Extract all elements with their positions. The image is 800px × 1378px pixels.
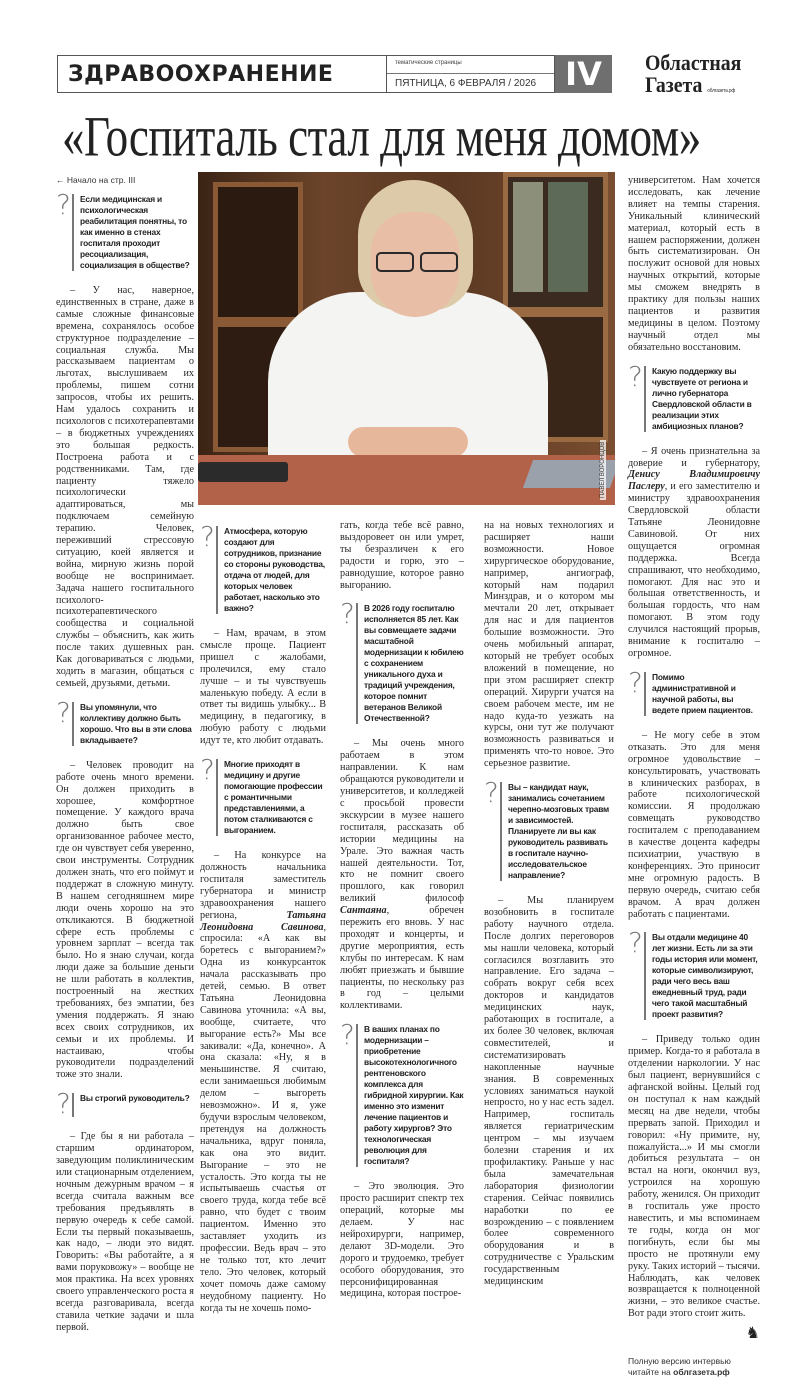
question-text: Какую поддержку вы чувствуете от региона и лично губернатора Свердловской области в реализации этих амбициозных планов?	[644, 366, 760, 432]
full-version-text: Полную версию интервью читайте на	[628, 1356, 731, 1378]
paragraph-text: – Не могу себе в этом отказать. Это для меня огромное удовольствие – консультировать, участвовать в клинических разборах, в работе психологической комиссии. Я продолжаю совмещать руководство госпиталем с преподаванием в качестве доцента кафедры психиатрии, участвую в конференциях. Это приносит мне огромную радость. В первую очередь, считаю себя врачом. А врач должен работать с пациентами.	[628, 729, 760, 920]
paragraph-text: – Нам, врачам, в этом смысле проще. Пациент пришел с жалобами, пролечился, ему стало лучше – и ты чувствуешь маленькую победу. А если в ответ ты видишь улыбку... В медицину, в педагогику, в любую работу с людьми идут те, кто любит отдавать.	[200, 628, 326, 747]
answer-paragraph	[340, 738, 464, 1012]
answer-paragraph	[628, 730, 760, 921]
question-text: Вы отдали медицине 40 лет жизни. Есть ли за эти годы история или момент, которые символизируют, ради чего весь ваш ежедневный труд, ради чего такой масштабный проект развития?	[644, 932, 760, 1020]
logo-site: облгазета.рф	[707, 88, 736, 94]
answer-paragraph-continued	[340, 520, 464, 591]
interview-question	[200, 520, 326, 614]
answer-paragraph	[200, 850, 326, 1314]
paragraph-text: университетом. Нам хочется исследовать, как лечение влияет на темпы старения. Уникальный клинический материал, который есть в нашем распоряжении, должен быть систематизирован. Он послужит основой для новых научных открытий, которые мы сможем внедрять в практику для пользы наших пациентов и развития медицины в целом. Поэтому научный отдел мы обязательно восстановим.	[628, 175, 760, 353]
paragraph-text: – У нас, наверное, единственных в стране, даже в самые сложные финансовые времена, сохранялось особое структурное подразделение – социальная служба. Мы рассказываем пациентам о льготах, выслушиваем их проблемы, пишем сотни запросов, чтобы их решить. Нам удалось сохранить и психологов с психотерапевтами – в бюджетных учреждениях это большая редкость. Построена работа и с родственниками. Там, где пациенту тяжело психологически адаптироваться, мы подключаем семейную терапию. Человек, переживший стрессовую ситуацию, коей является и война, мирную жизнь порой вообще не воспринимает. Задача нашего госпитального психолого-психотерапевтического сообщества и социальной службы – объяснить, как жить после таких душевных ран. Как договариваться с людьми, ходить в магазин, общаться с семьей, друзьями, детьми.	[56, 285, 194, 689]
answer-paragraph-continued	[484, 520, 614, 770]
question-mark-icon: ?	[200, 753, 215, 787]
thematic-pages-label: тематические страницы	[395, 60, 462, 66]
answer-paragraph-continued	[628, 175, 760, 354]
question-text: В 2026 году госпиталю исполняется 85 лет. Как вы совмещаете задачи масштабной модернизации к юбилею с сохранением уникального духа и традиций учреждения, которое помнит ветеранов Великой Отечественной?	[356, 603, 464, 724]
question-text: Вы строгий руководитель?	[72, 1093, 190, 1117]
question-mark-icon: ?	[628, 665, 643, 699]
article-column-2	[200, 522, 326, 1326]
question-text: Атмосфера, которую создают для сотрудников, признание со стороны руководства, отдача от людей, для которых человек работает, насколько это важно?	[216, 526, 326, 614]
question-text: Если медицинская и психологическая реабилитация понятны, то как именно в стенах госпиталя проходит ресоциализация, социализация в обществе?	[72, 194, 194, 271]
question-text: Вы упомянули, что коллективу должно быть хорошо. Что вы в эти слова вкладываете?	[72, 702, 194, 746]
section-name: ЗДРАВООХРАНЕНИЕ	[68, 62, 334, 87]
site-link[interactable]: облгазета.рф	[673, 1367, 730, 1378]
arrow-left-icon: ←	[56, 175, 67, 185]
article-column-5	[628, 175, 760, 1378]
question-text: Многие приходят в медицину и другие помогающие профессии с романтичными представлениями, а потом сталкиваются с выгоранием.	[216, 759, 326, 836]
interview-question	[628, 665, 760, 716]
paragraph-text: – Мы очень много работаем в этом направлении. К нам обращаются руководители и университетов, и колледжей с просьбой провести экскурсии в музее нашего госпиталя, рассказать об истории медицины на Урале. Это важная часть нашей деятельности. Тот, кто не помнит своего прошлого, как говорил великий философ	[340, 738, 464, 905]
person-name: Татьяна Леонидовна Савинова	[200, 909, 326, 933]
article-column-3	[340, 520, 464, 1312]
newspaper-logo[interactable]	[645, 52, 741, 96]
answer-paragraph	[484, 895, 614, 1288]
article-column-1	[56, 175, 194, 1346]
paragraph-text: – Мы планируем возобновить в госпитале работу научного отдела. После долгих переговоров мы нашли человека, который согласился возглавить это направление. Его задача – собрать вокруг себя всех докторов и кандидатов медицинских наук, работающих в госпитале, а их более 30 человек, включая совместителей, и систематизировать накопленные научные знания. В современных условиях заниматься наукой непросто, но у нас есть задел. Например, госпиталь является гериатрическим центром – мы изучаем болезни старения и их профилактику. Раньше у нас была замечательная лаборатория физиологии старения. Сейчас появились наработки по ее возрождению – с появлением более современного оборудования и в сотрудничестве с Уральским государственным медицинским	[484, 895, 614, 1288]
person-name: Денису Владимировичу Паслеру	[628, 469, 760, 493]
paragraph-text: – Я очень признательна за доверие и губернатору,	[628, 445, 760, 469]
answer-paragraph	[56, 285, 194, 690]
person-name: Сантаяна	[340, 905, 387, 917]
question-text: Помимо административной и научной работы, вы ведете прием пациентов.	[644, 672, 760, 716]
answer-paragraph	[200, 628, 326, 747]
question-mark-icon: ?	[56, 188, 71, 221]
question-mark-icon: ?	[628, 926, 643, 960]
interview-question	[484, 776, 614, 881]
question-mark-icon: ?	[340, 1018, 355, 1052]
end-mark-icon: ♞	[745, 1325, 760, 1343]
question-mark-icon: ?	[484, 776, 499, 810]
logo-line-1: Областная	[645, 50, 742, 75]
interview-question	[56, 695, 194, 746]
paragraph-text: – Где бы я ни работала – старшим ординатором, заведующим поликлиническим или стационарным отделением, ночным дежурным врачом – я всегда считала важным все требования предъявлять в первую очередь к себе самой. Если ты первый показываешь, как надо, – люди это видят. Говорить: «Вы работайте, а я вами поруковожу» – вообще не моя практика. На всех уровнях своего управленческого роста я всегда разговаривала, всегда ставила четкие задачи и шла первой.	[56, 1131, 194, 1333]
full-version-note	[628, 1356, 760, 1378]
continued-from-link[interactable]	[56, 175, 194, 185]
question-mark-icon: ?	[340, 597, 355, 631]
answer-paragraph	[56, 760, 194, 1081]
paragraph-text: – Человек проводит на работе очень много времени. Он должен приходить в хорошее, комфортное помещение. У каждого врача должно быть свое организованное рабочее место, где он чувствует себя уверенно, свои инструменты. Сотрудник должен знать, что его поймут и поддержат в сложную минуту. В нашем сегодняшнем мире люди очень хорошо на это откликаются. В бюджетной сфере есть проблемы с уровнем зарплат – всегда так было. Но я знаю случаи, когда люди даже за большие деньги не шли работать в коллектив, построенный на жестких требованиях, без эмпатии, без умения поддержать. Я знаю всех своих сотрудников, их семьи и их проблемы. И настаиваю, чтобы руководители подразделений тоже это знали.	[56, 759, 194, 1081]
article-title: «Госпиталь стал для меня домом»	[62, 104, 701, 168]
interview-question	[200, 753, 326, 836]
interview-question	[340, 1018, 464, 1167]
logo-line-2: Газета	[645, 72, 703, 97]
portrait-photo	[198, 172, 615, 505]
answer-paragraph	[56, 1131, 194, 1333]
photo-credit: ПАВЕЛ ВОРОНЦОВ	[600, 441, 606, 498]
interview-question	[628, 926, 760, 1020]
paragraph-text: гать, когда тебе всё равно, выздоровеет он или умрет, ты безразличен к его радости и горю, это – равнодушие, которое равно выгоранию.	[340, 520, 464, 591]
question-mark-icon: ?	[56, 695, 71, 729]
question-mark-icon: ?	[200, 520, 215, 553]
paragraph-text: – Это эволюция. Это просто расширит спектр тех операций, которые мы делаем. У нас нейрохирурги, например, делают 3D-модели. Это дорого и трудоемко, требует особого оборудования, это персонифицированная медицина, которая построе-	[340, 1181, 464, 1300]
paragraph-text: – Приведу только один пример. Когда-то я работала в отделении наркологии. У нас был пациент, вернувшийся с афганской войны. Целый год он поступал к нам каждый месяц на две недели, чтобы прервать запой. Приходил и говорил: «Ну примите, ну, пожалуйста...» И мы смогли добиться результата – он встал на ноги, окончил вуз, устроился на хорошую работу, женился. Он приходит в госпиталь уже просто навестить, и мы вспоминаем те годы, когда он мог погибнуть, если бы мы просто не протянули ему руку. Таких историй – тысячи. Наблюдать, как человек возвращается к полноценной жизни, – это великое счастье. Вот ради этого стоит жить.	[628, 1034, 760, 1320]
answer-paragraph	[628, 1034, 760, 1320]
paragraph-text: – На конкурсе на должность начальника госпиталя заместитель губернатора и министр здравоохранения нашего региона,	[200, 850, 326, 921]
question-text: В ваших планах по модернизации – приобретение высокотехнологичного рентгеновского комплекса для гибридной хирургии. Как именно это изменит лечение пациентов и работу хирургов? Это технологическая революция для госпиталя?	[356, 1024, 464, 1167]
issue-date: ПЯТНИЦА, 6 ФЕВРАЛЯ / 2026	[395, 78, 537, 89]
page-number: IV	[555, 55, 612, 93]
issue-info-box	[387, 55, 555, 93]
divider	[387, 73, 554, 74]
article-column-4	[484, 520, 614, 1300]
paragraph-text: , и его заместителю и министру здравоохранения Свердловской области Татьяне Леонидовне Савиновой. От них ощущается огромная поддержка. Всегда спрашивают, что необходимо, помогают. Для нас это и большая ответственность, и большая гордость, что нам помогают. В этом году случился настоящий прорыв, внимание к госпиталю – огромное.	[628, 481, 760, 659]
paragraph-text: на на новых технологиях и расширяет наши возможности. Новое хирургическое оборудование, например, ангиограф, который нам подарил Минздрав, и о котором мы мечтали 20 лет, открывает для нас и для пациентов большие возможности. Это очень мобильный аппарат, который не требует особых вложений в помещение, но при этом расширяет спектр операций. Хирурги учатся на своем рабочем месте, им не надо куда-то уезжать на курсы, они тут же получают возможность развиваться и применять что-то новое. Это серьезное развитие.	[484, 520, 614, 770]
continued-from-label: Начало на стр. III	[66, 175, 136, 185]
paragraph-text: , обречен пережить его вновь. У нас проходят и концерты, и другие мероприятия, есть клубы по интересам. К нам любят приезжать и бывшие пациенты, по нескольку раз в год – целыми коллективами.	[340, 905, 464, 1012]
paragraph-text: , спросила: «А как вы боретесь с выгоранием?» Одна из конкурсанток начала рассказывать про детей, семью. В ответ Татьяна Леонидовна Савинова уточнила: «А вы, вообще, считаете, что выгорание есть?» Мы все закивали: «Да, конечно». А она сказала: «Ну, я в меньшинстве. Я считаю, если занимаешься любимым делом – выгореть невозможно». И я, уже будучи взрослым человеком, претендуя на должность начальника, вдруг поняла, как она это видит. Выгорание – это не усталость. Это когда ты не испытываешь счастья от своего труда, когда тебе всё равно, что будет с твоим пациентом. Именно это заставляет уходить из профессии. Ведь врач – это не только тот, кто лечит тело. Это человек, который хочет помочь даже самому неудобному пациенту. Но когда ты не хочешь помо-	[200, 921, 326, 1314]
answer-paragraph	[628, 446, 760, 660]
interview-question	[628, 359, 760, 432]
interview-question	[56, 188, 194, 271]
interview-question	[340, 597, 464, 724]
answer-paragraph	[340, 1181, 464, 1300]
section-header-box	[57, 55, 387, 93]
interview-question	[56, 1087, 194, 1121]
question-mark-icon: ?	[628, 359, 643, 393]
question-text: Вы – кандидат наук, занимались сочетанием черепно-мозговых травм и зависимостей. Планируете ли вы как руководитель развивать в госпитале научно-исследовательское направление?	[500, 782, 614, 881]
question-mark-icon: ?	[56, 1087, 71, 1121]
